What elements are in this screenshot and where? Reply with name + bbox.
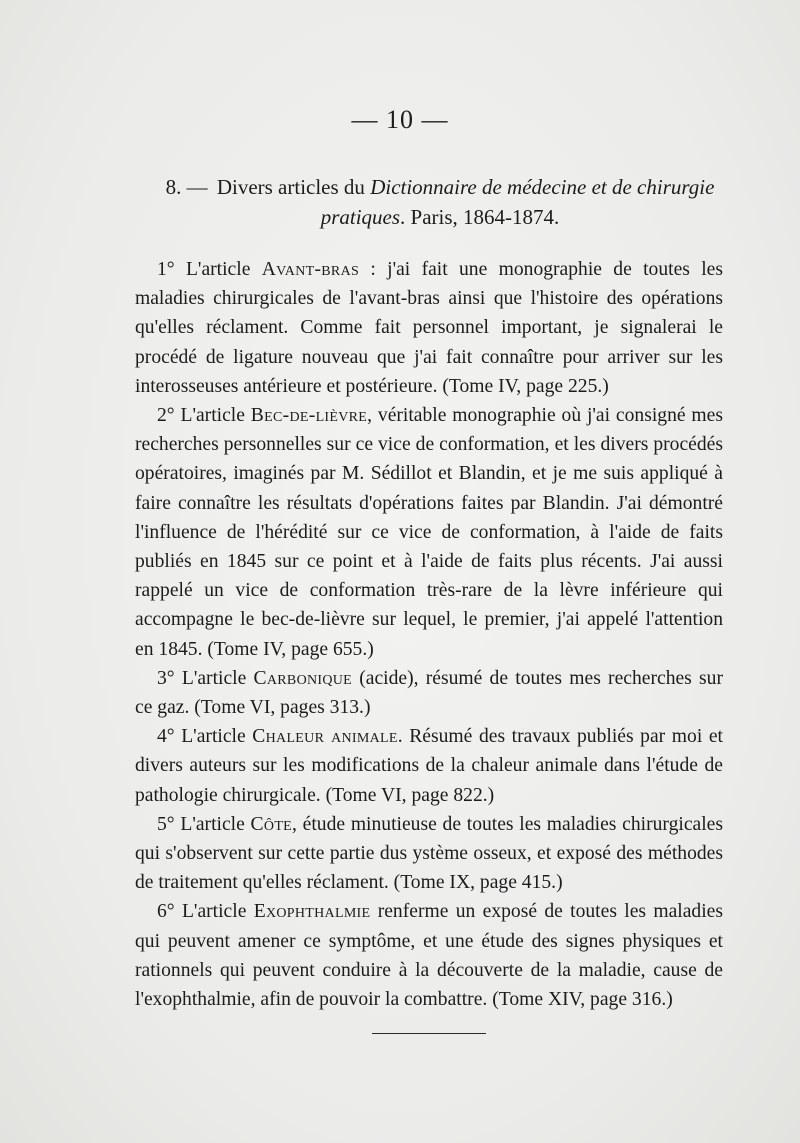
article-term: Côte [250,813,293,835]
article-term: Carbonique [253,667,353,689]
article-list [135,255,723,1014]
heading-number: 8. — [165,175,208,199]
article-prefix: 3° L'article [157,667,247,689]
article-term: Bec-de-lièvre [250,405,368,427]
article-term: Avant-bras [261,259,360,280]
article-text: . Résumé des travaux publiés par moi et divers auteurs sur les modifications de la chaleur animale dans l'étude de pathologie chirurgicale. (Tome VI, page 822.) [135,726,723,806]
article-term: Exophthalmie [253,901,371,923]
article-paragraph-2 [135,401,723,664]
article-paragraph-4 [135,722,723,810]
article-paragraph-3 [135,664,723,722]
article-term: Chaleur animale [252,726,398,748]
heading-lead: Divers articles du [216,175,365,199]
section-divider [372,1033,486,1034]
article-text: (acide), résumé de toutes mes recherches sur ce gaz. (Tome VI, pages 313.) [135,667,723,719]
article-text: : j'ai fait une monographie de toutes les maladies chirurgicales de l'avant-bras ainsi que l'histoire des opérations qu'elles réclament. Comme fait personnel important, je signalerai le procédé de ligature nouveau que j'ai fait connaître pour arriver sur les interosseuses antérieure et postérieure. (Tome IV, page 225.) [135,259,724,397]
article-paragraph-1 [135,255,723,401]
article-prefix: 1° L'article [157,259,251,280]
article-paragraph-5 [135,810,723,898]
section-heading [150,172,730,232]
article-text: , véritable monographie où j'ai consigné mes recherches personnelles sur ce vice de conformation, et les divers procédés opératoires, imaginés par M. Sédillot et Blandin, et je me suis appliqué à faire connaître les résultats d'opérations faites par Blandin. J'ai démontré l'influence de l'hérédité sur ce vice de conformation, à l'aide de faits publiés en 1845 sur ce point et à l'aide de faits plus récents. J'ai aussi rappelé un vice de conformation très-rare de la lèvre inférieure qui accompagne le bec-de-lièvre sur lequel, le premier, j'ai appelé l'attention en 1845. (Tome IV, page 655.) [135,405,723,660]
article-text: , étude minutieuse de toutes les maladies chirurgicales qui s'observent sur cette partie dus ystème osseux, et exposé des méthodes de traitement qu'elles réclament. (Tome IX, page 415.) [135,813,723,894]
page-number: — 10 — [351,105,449,134]
article-prefix: 4° L'article [157,726,246,748]
article-text: renferme un exposé de toutes les maladies qui peuvent amener ce symptôme, et une étude des signes physiques et rationnels qui peuvent conduire à la découverte de la maladie, cause de l'exophthalmie, afin de pouvoir la combattre. (Tome XIV, page 316.) [135,901,723,1011]
article-prefix: 2° L'article [157,405,245,427]
article-paragraph-6 [135,897,723,1014]
article-prefix: 6° L'article [157,901,247,923]
heading-title: Dictionnaire de médecine et de chirurgie pratiques [320,175,715,229]
heading-tail: . Paris, 1864-1874. [400,205,560,229]
article-prefix: 5° L'article [157,813,245,835]
